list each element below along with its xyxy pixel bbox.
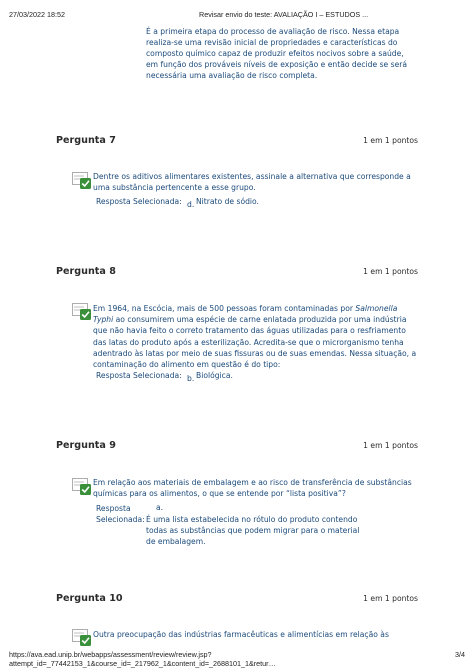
question-header-8 (56, 266, 418, 280)
answer-label: Resposta Selecionada: (96, 371, 182, 380)
question-text-rest: ao consumirem uma espécie de carne enlatada produzida por uma indústria que não havia feito o correto tratamento das águas utilizadas para o resfriamento das latas do produto após a esterilização. Acredita-se que o microrganismo tenha adentrado às latas por meio de suas fissuras ou de suas emendas. Nessa situação, a contaminação do alimento em questão é do tipo: (93, 315, 417, 370)
organism-name: Salmonella Typhi (93, 304, 398, 325)
answer-letter: a. (156, 503, 164, 512)
print-title: Revisar envio do teste: AVALIAÇÃO I – ESTUDOS ... (199, 10, 369, 19)
question-text-start: Em 1964, na Escócia, mais de 500 pessoas foram contaminadas por (93, 304, 356, 313)
answer-letter: b. (187, 374, 195, 383)
print-datetime: 27/03/2022 18:52 (9, 10, 65, 19)
print-page-number: 3/4 (455, 650, 465, 659)
question-points: 1 em 1 pontos (363, 441, 418, 450)
question-points: 1 em 1 pontos (363, 136, 418, 145)
correct-check-icon (72, 172, 92, 190)
question-title: Pergunta 7 (56, 135, 116, 146)
answer-text: Nitrato de sódio. (196, 197, 259, 206)
answer-text: É uma lista estabelecida no rótulo do produto contendo todas as substâncias que podem migrar para o material de embalagem. (146, 515, 360, 547)
question-text: Dentre os aditivos alimentares existentes, assinale a alternativa que corresponde a uma substância pertencente a esse grupo. (93, 172, 411, 193)
question-points: 1 em 1 pontos (363, 267, 418, 276)
answer-label-line-1: Resposta (96, 504, 131, 513)
question-header-7 (56, 135, 418, 149)
question-header-10 (56, 593, 418, 607)
previous-answer-text: É a primeira etapa do processo de avaliação de risco. Nessa etapa realiza-se uma revisão inicial de propriedades e características do composto químico capaz de produzir efeitos nocivos sobre a saúde, em função dos prováveis níveis de exposição e então decide se será necessária uma avaliação de risco completa. (146, 27, 408, 80)
question-title: Pergunta 8 (56, 266, 116, 277)
answer-label: Resposta Selecionada: (96, 197, 182, 206)
question-points: 1 em 1 pontos (363, 594, 418, 603)
answer-label-line-2: Selecionada: (96, 515, 145, 524)
answer-text: Biológica. (196, 371, 233, 380)
answer-letter: d. (187, 200, 195, 209)
question-text (93, 303, 418, 370)
question-header-9 (56, 440, 418, 454)
print-url[interactable]: https://ava.ead.unip.br/webapps/assessment/review/review.jsp?attempt_id=_77442153_1&course_id=_217962_1&content_id=_2688101_1&retur… (9, 650, 276, 668)
correct-check-icon (72, 478, 92, 496)
correct-check-icon (72, 629, 92, 647)
question-text: Em relação aos materiais de embalagem e ao risco de transferência de substâncias químicas para os alimentos, o que se entende por “lista positiva”? (93, 478, 412, 499)
question-text: Outra preocupação das indústrias farmacêuticas e alimentícias em relação às (93, 630, 389, 639)
question-title: Pergunta 9 (56, 440, 116, 451)
question-title: Pergunta 10 (56, 593, 123, 604)
correct-check-icon (72, 303, 92, 321)
